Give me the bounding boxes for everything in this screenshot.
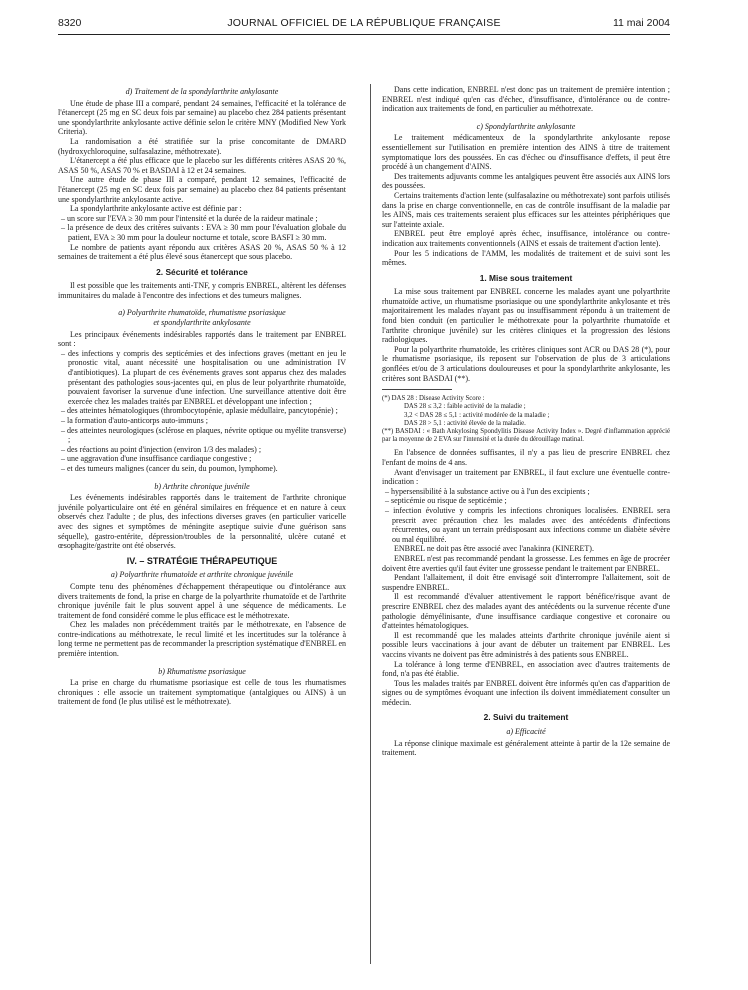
list-item: – la présence de deux des critères suivants : EVA ≥ 30 mm pour l'évaluation globale du patient, EVA ≥ 30 mm pour la douleur nocturne et totale, score BASFI ≥ 30 mm. — [61, 223, 346, 242]
paragraph: Il est recommandé d'évaluer attentivement le rapport bénéfice/risque avant de prescrire ENBREL chez des malades ayant des antécédents ou la survenue récente d'une pathologie démyélinisante, d'une insuffisance cardiaque congestive et coronaire ou d'atteintes hématologiques. — [382, 592, 670, 631]
paragraph: Chez les malades non précédemment traités par le méthotrexate, en l'absence de contre-indications au méthotrexate, le recul limité et les incertitudes sur la tolérance à long terme ne permettent pas de recommander la prescription systématique d'ENBREL en première intention. — [58, 620, 346, 659]
page-header — [58, 14, 670, 32]
footnote-rule — [382, 389, 452, 390]
paragraph: Pour la polyarthrite rhumatoïde, les critères cliniques sont ACR ou DAS 28 (*), pour le rhumatisme psoriasique, ils reposent sur l'observation de plus de 3 articulations gonflées et/ou de 3 articulations douloureuses et pour la spondylarthrite ankylosante, les critères sont BASDAI (**). — [382, 344, 670, 383]
paragraph: Certains traitements d'action lente (sulfasalazine ou méthotrexate) sont parfois utilisés dans la prise en charge conventionnelle, en cas de contrôle insuffisant de la maladie par les AINS, mais ces traitements seraient plus efficaces sur les atteintes périphériques que sur l'atteinte axiale. — [382, 190, 670, 229]
paragraph: La spondylarthrite ankylosante active est définie par : — [70, 204, 242, 214]
subsection-heading-a: a) Polyarthrite rhumatoïde, rhumatisme psoriasique — [118, 308, 286, 318]
paragraph: Les événements indésirables rapportés dans le traitement de l'arthrite chronique juvénile polyarticulaire ont été en général similaires en fréquence et en nature à ceux observés chez l'adulte ; de plus, des infections diverses graves (en particulier varicelle avec des signes et symptômes de méningite aseptique suivie d'une guérison sans séquelle), gastro-entérite, dépression/troubles de la personnalité, ulcère cutané et œsophagite/gastrite ont été observés. — [58, 493, 346, 551]
list-item: – des atteintes neurologiques (sclérose en plaques, névrite optique ou myélite transverse) ; — [61, 425, 346, 445]
subsection-heading-efficacite: a) Efficacité — [506, 727, 546, 737]
section-heading-suivi: 2. Suivi du traitement — [483, 712, 569, 723]
paragraph: La tolérance à long terme d'ENBREL, en association avec d'autres traitements de fond, n'a pas été établie. — [382, 659, 670, 679]
paragraph: Compte tenu des phénomènes d'échappement thérapeutique ou d'intolérance aux divers traitements de fond, la prise en charge de la polyarthrite rhumatoïde et de l'arthrite chronique juvénile fait le plus souvent appel à une séquence de médicaments. Le traitement de fond considéré comme le plus efficace est le méthotrexate. — [58, 581, 346, 620]
paragraph: La randomisation a été stratifiée sur la prise concomitante de DMARD (hydroxychloroquine, sulfasalazine, méthotrexate). — [58, 136, 346, 156]
paragraph: Le nombre de patients ayant répondu aux critères ASAS 20 %, ASAS 50 % à 12 semaines de traitement a été plus élevé sous étanercept que sous placebo. — [58, 242, 346, 262]
issue-date: 11 mai 2004 — [612, 17, 670, 29]
paragraph: Pour les 5 indications de l'AMM, les modalités de traitement et de suivi sont les mêmes. — [382, 248, 670, 268]
paragraph: Il est possible que les traitements anti-TNF, y compris ENBREL, altèrent les défenses immunitaires du malade à l'encontre des infections et des tumeurs malignes. — [58, 281, 346, 300]
paragraph: L'étanercept a été plus efficace que le placebo sur les différents critères ASAS 20 %, ASAS 50 %, ASAS 70 % et BASDAI à 12 et 24 semaines. — [58, 156, 346, 175]
paragraph: La mise sous traitement par ENBREL concerne les malades ayant une polyarthrite rhumatoïde active, un rhumatisme psoriasique ou une spondylarthrite ankylosante et très majoritairement les malades n'ayant pas ou insuffisamment répondu à un traitement de fond bien conduit (en particulier le méthotrexate pour la polyarthrite rhumatoïde et l'arthrite chronique juvénile) sur les critères cliniques et la progression des lésions radiologiques. — [382, 287, 670, 345]
paragraph: Dans cette indication, ENBREL n'est donc pas un traitement de première intention ; ENBREL n'est indiqué qu'en cas d'échec, d'insuffisance, d'intolérance ou de contre-indication aux traitements de fond, en particulier au méthotrexate. — [382, 85, 670, 114]
journal-title: JOURNAL OFFICIEL DE LA RÉPUBLIQUE FRANÇAISE — [227, 17, 501, 29]
section-heading-d: d) Traitement de la spondylarthrite ankylosante — [125, 87, 279, 96]
subsection-heading-b2: b) Rhumatisme psoriasique — [158, 666, 246, 676]
subsection-heading-a-continued: et spondylarthrite ankylosante — [153, 318, 251, 328]
list-item: – septicémie ou risque de septicémie ; — [385, 496, 507, 506]
adverse-events-list — [58, 349, 346, 474]
header-rule — [58, 34, 670, 35]
paragraph: Une étude de phase III a comparé, pendant 24 semaines, l'efficacité et la tolérance de l'étanercept (25 mg en SC deux fois par semaine) au placebo chez 284 patients présentant une spondylarthrite ankylosante active définie selon le critère MNY (Modified New York Criteria). — [58, 98, 346, 137]
paragraph: Avant d'envisager un traitement par ENBREL, il faut exclure une éventuelle contre-indication : — [382, 467, 670, 487]
list-item: – et des tumeurs malignes (cancer du sein, du poumon, lymphome). — [61, 463, 278, 473]
list-item: – des réactions au point d'injection (environ 1/3 des malades) ; — [61, 444, 262, 454]
section-heading-strategie: IV. – STRATÉGIE THÉRAPEUTIQUE — [126, 555, 278, 566]
footnote-item: DAS 28 > 5,1 : activité élevée de la maladie. — [404, 419, 526, 427]
section-heading-mise-sous-traitement: 1. Mise sous traitement — [479, 272, 573, 283]
footnote-item: DAS 28 ≤ 3,2 : faible activité de la maladie ; — [404, 403, 526, 411]
subsection-heading-a2: a) Polyarthrite rhumatoïde et arthrite chronique juvénile — [110, 570, 294, 580]
paragraph: Pendant l'allaitement, il doit être envisagé soit d'interrompre l'allaitement, soit de suspendre ENBREL. — [382, 573, 670, 592]
list-item: – des infections y compris des septicémies et des infections graves (mettant en jeu le pronostic vital, auant nécessité une hospitalisation ou une administration IV d'antibiotiques). La plupart de ces événements graves sont apparus chez des malades présentant des pathologies sous-jacentes qui, en plus de leur polyarthrite rhumatoïde, pouvaient favoriser la survenue d'une infection. Une surveillance attentive doit être exercée chez les malades traités par ENBREL et développant une infection ; — [61, 348, 346, 406]
paragraph: En l'absence de données suffisantes, il n'y a pas lieu de prescrire ENBREL chez l'enfant de moins de 4 ans. — [382, 448, 670, 468]
paragraph: Le traitement médicamenteux de la spondylarthrite ankylosante repose essentiellement sur l'utilisation en première intention des AINS à titre de traitement symptomatique lors des poussées. En cas d'échec ou d'insuffisance d'effets, il peut être procédé à un changement d'AINS. — [382, 133, 670, 172]
footnote-basdai: (**) BASDAI : « Bath Ankylosing Spondylitis Disease Activity Index ». Degré d'inflammation apprécié par la moyenne de 2 EVA sur l'intensité et la durée du dérouillage matinal. — [382, 428, 670, 444]
list-item: – la formation d'auto-anticorps auto-immuns ; — [61, 416, 208, 425]
paragraph: La réponse clinique maximale est généralement atteinte à partir de la 12e semaine de traitement. — [382, 738, 670, 758]
paragraph: ENBREL n'est pas recommandé pendant la grossesse. Les femmes en âge de procréer doivent être averties qu'il faut éviter une grossesse pendant le traitement par ENBREL. — [382, 553, 670, 573]
paragraph: Tous les malades traités par ENBREL doivent être informés qu'en cas d'apparition de signes ou de symptômes évoquant une infection ils doivent immédiatement consulter un médecin. — [382, 678, 670, 707]
column-divider — [370, 84, 371, 964]
paragraph: Une autre étude de phase III a comparé, pendant 12 semaines, l'efficacité de l'étanercept (25 mg en SC deux fois par semaine) au placebo chez 84 patients présentant une spondylarthrite ankylosante active. — [58, 175, 346, 204]
section-heading-securite: 2. Sécurité et tolérance — [156, 266, 248, 277]
page-number: 8320 — [58, 17, 82, 29]
paragraph: Des traitements adjuvants comme les antalgiques peuvent être associés aux AINS lors des poussées. — [382, 171, 670, 191]
paragraph: La prise en charge du rhumatisme psoriasique est celle de tous les rhumatismes chroniques : elle associe un traitement symptomatique (antalgiques ou AINS) à un traitement de fond (le plus utilisé est le méthotrexate). — [58, 678, 346, 707]
paragraph: ENBREL ne doit pas être associé avec l'anakinra (KINERET). — [394, 544, 594, 554]
paragraph: ENBREL peut être employé après échec, insuffisance, intolérance ou contre-indication aux traitements conventionnels (AINS et essais de traitement d'action lente). — [382, 229, 670, 248]
left-column — [58, 85, 346, 965]
list-item: – une aggravation d'une insuffisance cardiaque congestive ; — [61, 454, 252, 464]
list-item: – infection évolutive y compris les infections chroniques localisées. ENBREL sera prescrit avec précaution chez les malades avec des antécédents d'infections récurrentes, ou ayant un terrain prédisposant aux infections comme un diabète sévère ou mal équilibré. — [385, 506, 670, 544]
footnote-item: 3,2 < DAS 28 ≤ 5,1 : activité modérée de la maladie ; — [404, 411, 550, 419]
subsection-heading-b: b) Arthrite chronique juvénile — [154, 481, 250, 491]
criteria-list — [58, 214, 346, 243]
contraindications-list — [382, 487, 670, 545]
footnote-das28: (*) DAS 28 : Disease Activity Score : — [382, 395, 485, 403]
paragraph: Il est recommandé que les malades atteints d'arthrite chronique juvénile aient si possible leurs vaccinations à jour avant de débuter un traitement par ENBREL. Les vaccins vivants ne doivent pas être administrés à des patients sous ENBREL. — [382, 630, 670, 659]
right-column — [382, 85, 670, 965]
list-item: – hypersensibilité à la substance active ou à l'un des excipients ; — [385, 486, 590, 496]
subsection-heading-c: c) Spondylarthrite ankylosante — [476, 121, 576, 131]
list-item: – un score sur l'EVA ≥ 30 mm pour l'intensité et la durée de la raideur matinale ; — [61, 213, 318, 223]
paragraph: Les principaux événements indésirables rapportés dans le traitement par ENBREL sont : — [58, 329, 346, 349]
list-item: – des atteintes hématologiques (thrombocytopénie, aplasie médullaire, pancytopénie) ; — [61, 406, 338, 416]
